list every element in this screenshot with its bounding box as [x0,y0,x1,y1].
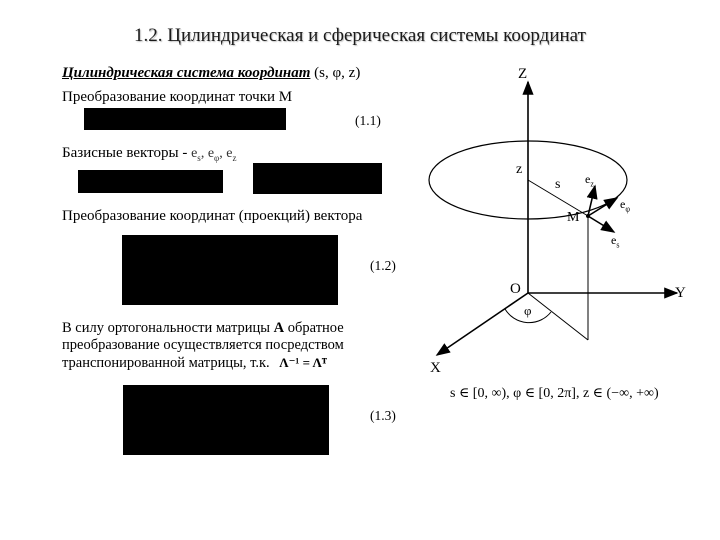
coordinate-ranges: s ∈ [0, ∞), φ ∈ [0, 2π], z ∈ (−∞, +∞) [450,386,659,401]
label-vector-ez: $e_z$ [585,172,594,189]
matrix-a: A [273,320,285,336]
label-axis-z: Z [518,66,528,82]
basis-vectors-list: $e_s$, $e_\varphi$, $e_z$ [191,146,237,163]
label-point-m: M [567,210,580,225]
ground-projection [528,293,588,340]
x-axis [437,293,528,355]
equation-1-1-number: (1.1) [355,113,381,128]
equation-1-2-number: (1.2) [370,258,396,273]
vector-transform-text: Преобразование координат (проекций) вектора [62,208,363,224]
basis-label: Базисные векторы - [62,145,188,161]
cyl-vars: (s, φ, z) [314,65,361,81]
inverse-relation: Λ⁻¹ = Λᵀ [279,355,327,370]
orthogonality-paragraph: В силу ортогональности матрицы A обратное преобразование осуществляется посредством транспонированной матрицы, т.к. Λ⁻¹ = Λᵀ [62,320,344,371]
page-title: 1.2. Цилиндрическая и сферическая системы координат [134,25,586,46]
label-point-s: s [555,177,561,192]
cyl-heading: Цилиндрическая система координат [62,65,311,81]
label-point-z: z [516,162,523,177]
label-vector-es: $e_s$ [611,233,620,250]
equation-1-3-number: (1.3) [370,408,396,423]
point-transform-text: Преобразование координат точки М [62,89,293,105]
label-axis-x: X [430,360,441,376]
label-axis-y: Y [675,285,686,301]
label-angle-phi: φ [524,303,532,318]
label-origin: O [510,281,521,297]
label-vector-ephi: $e_\varphi$ [620,197,630,214]
point-m [586,214,590,218]
vector-es [588,216,614,232]
